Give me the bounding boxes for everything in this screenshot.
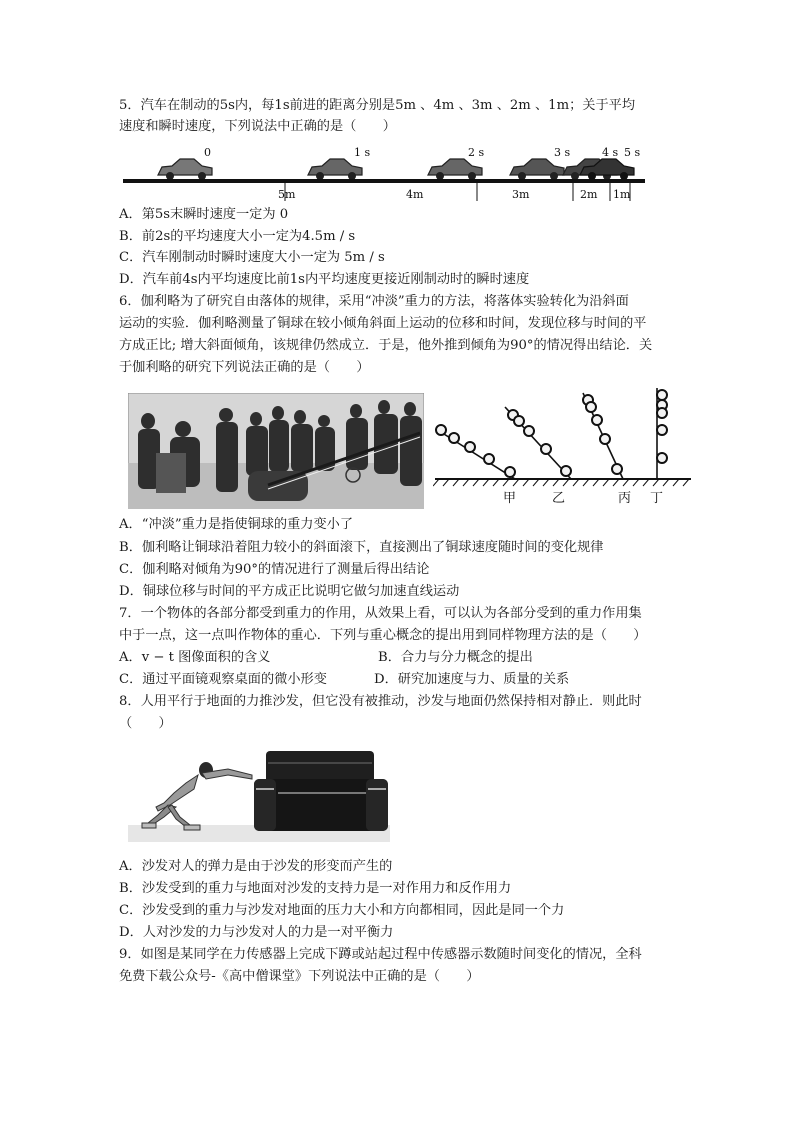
car-icon xyxy=(428,159,482,180)
car-icon xyxy=(308,159,362,180)
distance-label-2m: 2m xyxy=(580,188,598,201)
q9-stem-line2: 免费下载公众号-《高中僧课堂》下列说法中正确的是（ ） xyxy=(119,969,480,984)
car-icon xyxy=(510,159,564,180)
time-label-5: 5 s xyxy=(624,146,641,159)
time-label-0: 0 xyxy=(204,146,211,159)
q5-option-c: C．汽车刚制动时瞬时速度大小一定为 5m / s xyxy=(119,250,385,265)
q8-stem-line1: 8．人用平行于地面的力推沙发，但它没有被推动，沙发与地面仍然保持相对静止．则此时 xyxy=(119,694,642,709)
person-pushing-sofa-image xyxy=(128,745,390,842)
q5-stem-line1: 5．汽车在制动的5s内，每1s前进的距离分别是5m 、4m 、3m 、2m 、1m；关于平均 xyxy=(119,98,636,113)
q6-stem-line1: 6．伽利略为了研究自由落体的规律，采用“冲淡”重力的方法，将落体实验转化为沿斜面 xyxy=(119,294,629,309)
q5-stem-line2: 速度和瞬时速度，下列说法中正确的是（ ） xyxy=(119,119,396,134)
distance-label-5m: 5m xyxy=(278,188,296,201)
q6-stem-line2: 运动的实验．伽利略测量了铜球在较小倾角斜面上运动的位移和时间，发现位移与时间的平 xyxy=(119,316,647,331)
q5-option-a: A．第5s末瞬时速度一定为 0 xyxy=(119,207,289,222)
q8-option-d: D．人对沙发的力与沙发对人的力是一对平衡力 xyxy=(119,925,394,940)
q7-option-b: B．合力与分力概念的提出 xyxy=(378,650,533,665)
galileo-painting-image xyxy=(128,393,424,509)
plane-label-ding: 丁 xyxy=(650,491,664,506)
plane-label-jia: 甲 xyxy=(503,491,517,506)
q7-option-d: D．研究加速度与力、质量的关系 xyxy=(374,672,570,687)
road-line xyxy=(123,179,645,183)
q8-option-a: A．沙发对人的弹力是由于沙发的形变而产生的 xyxy=(119,859,393,874)
q6-option-b: B．伽利略让铜球沿着阻力较小的斜面滚下，直接测出了铜球速度随时间的变化规律 xyxy=(119,540,604,555)
distance-label-3m: 3m xyxy=(512,188,530,201)
q7-option-a: A．v − t 图像面积的含义 xyxy=(119,650,271,665)
q7-option-c: C．通过平面镜观察桌面的微小形变 xyxy=(119,672,327,687)
car-braking-figure xyxy=(118,143,648,203)
q9-stem-line1: 9．如图是某同学在力传感器上完成下蹲或站起过程中传感器示数随时间变化的情况，全科 xyxy=(119,947,642,962)
q6-option-a: A．“冲淡”重力是指使铜球的重力变小了 xyxy=(119,517,354,532)
distance-label-1m: 1m xyxy=(613,188,631,201)
time-label-2: 2 s xyxy=(468,146,485,159)
q5-option-b: B．前2s的平均速度大小一定为4.5m / s xyxy=(119,229,356,244)
q7-stem-line1: 7．一个物体的各部分都受到重力的作用，从效果上看，可以认为各部分受到的重力作用集 xyxy=(119,606,642,621)
car-icon xyxy=(158,159,212,180)
sofa-figure xyxy=(254,751,388,831)
distance-label-4m: 4m xyxy=(406,188,424,201)
time-label-3: 3 s xyxy=(554,146,571,159)
q6-option-c: C．伽利略对倾角为90°的情况进行了测量后得出结论 xyxy=(119,562,430,577)
plane-label-bing: 丙 xyxy=(618,491,632,506)
q8-stem-line2: （ ） xyxy=(119,716,172,731)
q5-option-d: D．汽车前4s内平均速度比前1s内平均速度更接近刚制动时的瞬时速度 xyxy=(119,272,530,287)
q7-stem-line2: 中于一点，这一点叫作物体的重心．下列与重心概念的提出用到同样物理方法的是（ ） xyxy=(119,628,647,643)
plane-label-yi: 乙 xyxy=(552,491,566,506)
q6-stem-line4: 于伽利略的研究下列说法正确的是（ ） xyxy=(119,360,370,375)
q6-stem-line3: 方成正比; 增大斜面倾角，该规律仍然成立．于是，他外推到倾角为90°的情况得出结论．关 xyxy=(119,338,653,353)
inclined-planes-diagram xyxy=(433,385,693,509)
q8-option-b: B．沙发受到的重力与地面对沙发的支持力是一对作用力和反作用力 xyxy=(119,881,512,896)
q6-option-d: D．铜球位移与时间的平方成正比说明它做匀加速直线运动 xyxy=(119,584,460,599)
time-label-4: 4 s xyxy=(602,146,619,159)
time-label-1: 1 s xyxy=(354,146,371,159)
q8-option-c: C．沙发受到的重力与沙发对地面的压力大小和方向都相同，因此是同一个力 xyxy=(119,903,565,918)
